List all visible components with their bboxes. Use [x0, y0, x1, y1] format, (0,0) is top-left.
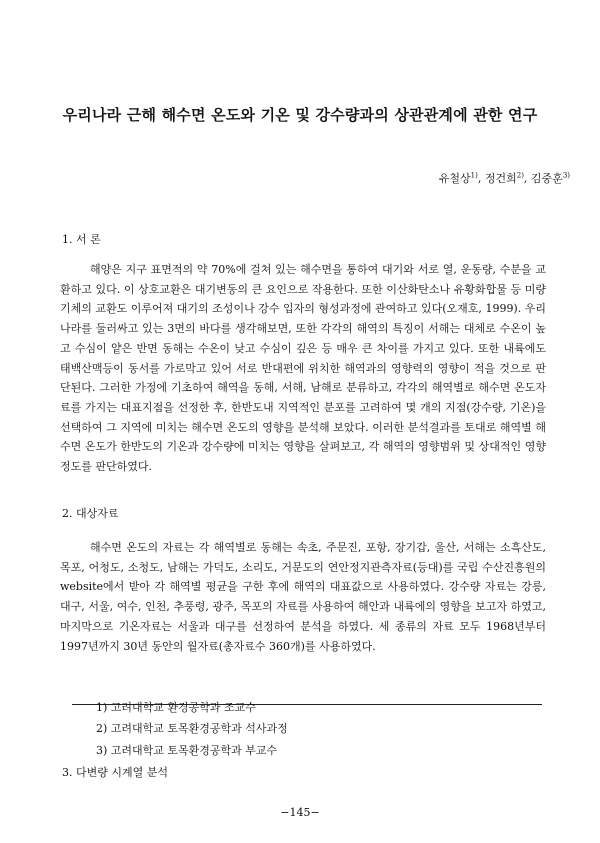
footnote-2: 2) 고려대학교 토목환경공학과 석사과정 — [96, 722, 288, 735]
author-affiliation-mark: 3) — [562, 171, 570, 180]
paper-title: 우리나라 근해 해수면 온도와 기온 및 강수량과의 상관관계에 관한 연구 — [62, 106, 538, 124]
data-paragraph: 해수면 온도의 자료는 각 해역별로 동해는 속초, 주문진, 포항, 장기갑, 울산, 서해는 소흑산도, 목포, 어청도, 소청도, 남해는 가덕도, 소리도, 거문도의 연안정지관측자료(등대)를 국립 수산진흥원의 website에서 받아 각 해역별 평균을 구한 후에 해역의 대표값으로 사용하였다. 강수량 자료는 강릉, 대구, 서울, 여수, 인천, 추풍령, 광주, 목포의 자료를 사용하여 해안과 내륙에의 영향을 보고자 하였고, 마지막으로 기온자료는 서울과 대구를 선정하여 분석을 하였다. 세 종류의 자료 모두 1968년부터 1997년까지 30년 동안의 월자료(총자료수 360개)를 사용하였다. — [60, 541, 546, 653]
section-heading-data: 2. 대상자료 — [62, 507, 119, 520]
section-heading-multivariate: 3. 다변량 시계열 분석 — [62, 766, 168, 779]
author-list: 유철상$^{1)}$, 정건희$^{2)}$, 김중훈$^{3)}$ — [438, 171, 570, 185]
footnote-3: 3) 고려대학교 토목환경공학과 부교수 — [96, 744, 278, 757]
author-name: 정건희 — [484, 172, 517, 185]
introduction-paragraph: 해양은 지구 표면적의 약 70%에 걸쳐 있는 해수면을 통하여 대기와 서로 열, 운동량, 수분을 교환하고 있다. 이 상호교환은 대기변동의 큰 요인으로 작용한다. 또한 이산화탄소나 유황화합물 등 미량 기체의 교환도 이루어져 대기의 조성이나 강수 입자의 형성과정에 관여하고 있다(오재호, 1999). 우리나라를 둘러싸고 있는 3면의 바다를 생각해보면, 또한 각각의 해역의 특징이 서해는 대체로 수온이 높고 수심이 얕은 반면 동해는 수온이 낮고 수심이 깊은 등 매우 큰 차이를 가지고 있다. 또한 내륙에도 태백산맥등이 동서를 가로막고 있어 서로 반대편에 위치한 해역과의 영향력의 영향이 적을 것으로 판단된다. 그러한 가정에 기초하여 해역을 동해, 서해, 남해로 분류하고, 각각의 해역별로 해수면 온도자료를 가지는 대표지점을 선정한 후, 한반도내 지역적인 분포를 고려하여 몇 개의 지점(강수량, 기온)을 선택하여 그 지역에 미치는 해수면 온도의 영향을 분석해 보았다. 이러한 분석결과를 토대로 해역별 해수면 온도가 한반도의 기온과 강수량에 미치는 영향을 살펴보고, 각 해역의 영향범위 및 상대적인 영향 정도를 판단하였다. — [60, 263, 546, 474]
author-name: 유철상 — [438, 172, 471, 185]
page-number: −145− — [280, 806, 320, 819]
section-heading-introduction: 1. 서 론 — [62, 233, 101, 246]
author-name: 김중훈 — [530, 172, 563, 185]
footnote-1: 1) 고려대학교 환경공학과 조교수 — [96, 701, 256, 714]
author-affiliation-mark: 1) — [470, 171, 478, 180]
author-affiliation-mark: 2) — [516, 171, 524, 180]
